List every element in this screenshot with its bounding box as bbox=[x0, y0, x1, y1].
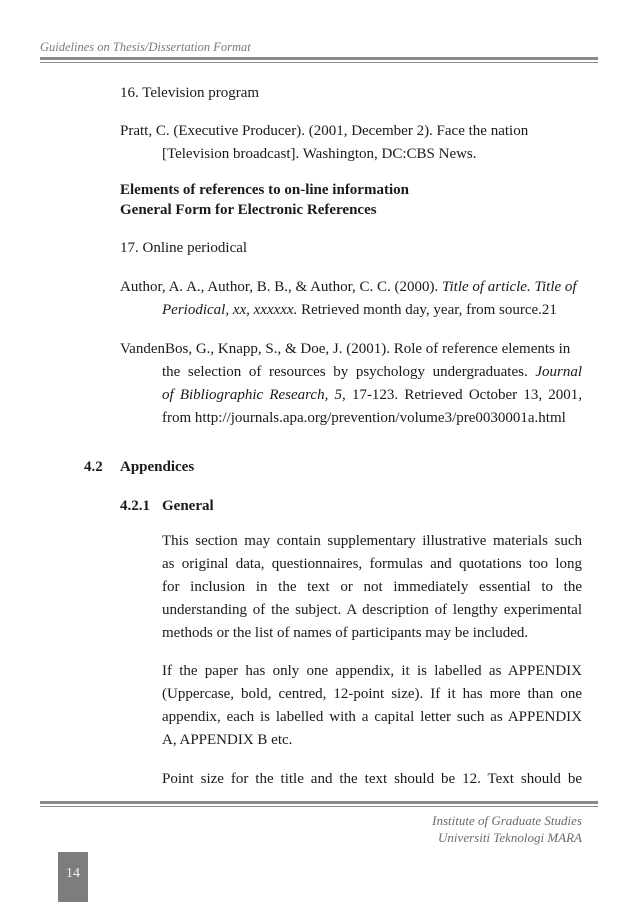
footer-rule-thick bbox=[40, 801, 598, 804]
para1-line2: as original data, questionnaires, formulas and quotations too long bbox=[162, 556, 582, 572]
author-ref-line1-italic: Title of article. Title of bbox=[441, 279, 577, 295]
para1-line4: understanding of the subject. A description of lengthy experimental bbox=[162, 602, 582, 618]
para1-line3: for inclusion in the text or not immediately essential to the bbox=[162, 579, 582, 595]
section-4-2-1-number: 4.2.1 bbox=[120, 498, 150, 514]
running-header: Guidelines on Thesis/Dissertation Format bbox=[40, 40, 251, 54]
page-number-badge bbox=[58, 852, 88, 902]
section-4-2-title: Appendices bbox=[120, 459, 195, 475]
vandenbos-ref-line3-italic: of Bibliographic Research, 5 bbox=[162, 387, 343, 403]
vandenbos-ref-line2-italic: Journal bbox=[535, 364, 582, 380]
para1-line5: methods or the list of names of participants may be included. bbox=[162, 625, 529, 641]
footer-rule-thin bbox=[40, 806, 598, 807]
footer-institute: Institute of Graduate Studies bbox=[432, 813, 582, 828]
page-number: 14 bbox=[66, 866, 80, 881]
header-rule-thin bbox=[40, 62, 598, 63]
vandenbos-ref-line3-plain: , 17-123. Retrieved October 13, 2001, bbox=[342, 387, 582, 403]
vandenbos-ref-line2 bbox=[162, 360, 582, 384]
para2-line2: (Uppercase, bold, centred, 12-point size). If it has more than one bbox=[162, 686, 582, 702]
vandenbos-ref-line3 bbox=[162, 383, 582, 407]
author-ref-line2-italic: Periodical, xx, xxxxxx. bbox=[162, 302, 298, 318]
author-ref-line2-plain: Retrieved month day, year, from source.21 bbox=[297, 302, 557, 318]
author-ref-line1-plain: Author, A. A., Author, B. B., & Author, C. C. (2000). bbox=[120, 279, 442, 295]
para1-line1: This section may contain supplementary illustrative materials such bbox=[162, 533, 582, 549]
elements-heading-line1: Elements of references to on-line information bbox=[120, 182, 409, 198]
pratt-ref-line2: [Television broadcast]. Washington, DC:CBS News. bbox=[162, 146, 477, 162]
para2-line4: A, APPENDIX B etc. bbox=[162, 732, 293, 748]
para2-line1: If the paper has only one appendix, it is labelled as APPENDIX bbox=[162, 663, 582, 679]
section-4-2-number: 4.2 bbox=[84, 459, 103, 475]
pratt-ref-line1: Pratt, C. (Executive Producer). (2001, December 2). Face the nation bbox=[120, 123, 529, 139]
section-4-2-1-title: General bbox=[162, 498, 214, 514]
author-ref-line2 bbox=[162, 298, 557, 322]
para2-line3: appendix, each is labelled with a capital letter such as APPENDIX bbox=[162, 709, 582, 725]
elements-heading-line2: General Form for Electronic References bbox=[120, 202, 377, 218]
item17-heading: 17. Online periodical bbox=[120, 240, 248, 256]
footer-university: Universiti Teknologi MARA bbox=[438, 830, 582, 845]
item16-heading: 16. Television program bbox=[120, 85, 260, 101]
vandenbos-ref-line1: VandenBos, G., Knapp, S., & Doe, J. (2001). Role of reference elements in bbox=[120, 341, 571, 357]
para3-line1: Point size for the title and the text should be 12. Text should be bbox=[162, 771, 582, 787]
author-ref-line1 bbox=[120, 275, 577, 299]
header-rule-thick bbox=[40, 57, 598, 60]
vandenbos-ref-line4: from http://journals.apa.org/prevention/volume3/pre0030001a.html bbox=[162, 410, 566, 426]
vandenbos-ref-line2-plain: the selection of resources by psychology undergraduates. bbox=[162, 364, 536, 380]
